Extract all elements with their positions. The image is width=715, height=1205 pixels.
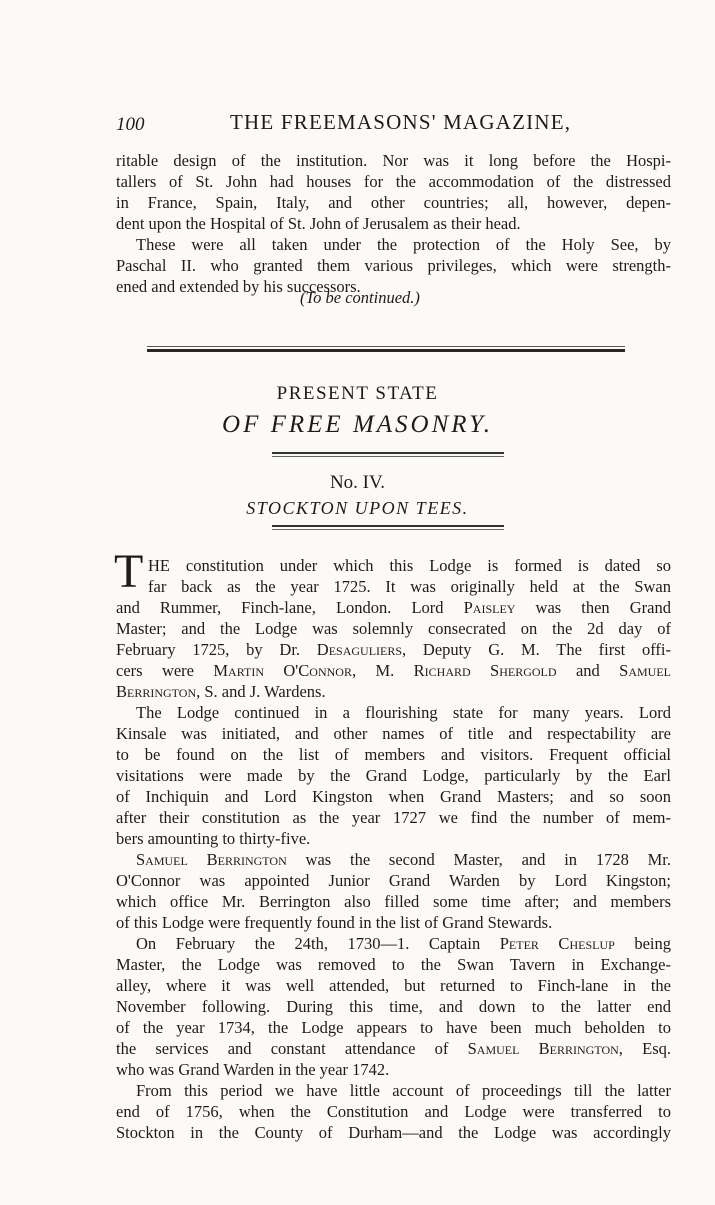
continued-note: (To be continued.) [300, 288, 420, 307]
text-run: On February the 24th, 1730—1. Captain [136, 934, 500, 953]
text-line: ened and extended by his successors. [116, 277, 361, 296]
page-header [116, 110, 676, 140]
subhead-rule [272, 525, 504, 527]
text-run: cers were [116, 661, 214, 680]
person-name: Paisley [463, 598, 516, 617]
text-line: bers amounting to thirty-five. [116, 829, 311, 848]
text-line: ritable design of the institution. Nor was it long before the Hospi- [116, 151, 671, 170]
text-run: , Deputy G. M. The first offi- [402, 640, 671, 659]
text-line: tallers of St. John had houses for the accommodation of the distressed [116, 172, 671, 191]
person-name: Richard Shergold [413, 661, 557, 680]
text-line [116, 933, 671, 954]
text-line [116, 597, 671, 618]
text-line: Kinsale was initiated, and other names of title and respectability are [116, 724, 671, 743]
text-run: , S. and J. Wardens. [196, 682, 326, 701]
text-line: Master, the Lodge was removed to the Swan Tavern in Exchange- [116, 955, 671, 974]
text-run: the services and constant attendance of [116, 1039, 468, 1058]
article-heading: PRESENT STATE [276, 383, 439, 404]
text-line: far back as the year 1725. It was originally held at the Swan [148, 577, 671, 596]
person-name: Samuel Berrington [467, 1039, 619, 1058]
text-run: , Esq. [618, 1039, 672, 1058]
text-line: after their constitution as the year 1727 we find the number of mem- [116, 808, 671, 827]
paragraph-4 [116, 933, 671, 1080]
person-name: Berrington [116, 682, 197, 701]
intro-paragraph [116, 150, 671, 234]
text-line: to be found on the list of members and visitors. Frequent official [116, 745, 671, 764]
text-line: of the year 1734, the Lodge appears to have been much beholden to [116, 1018, 671, 1037]
text-line: Master; and the Lodge was solemnly consecrated on the 2d day of [116, 619, 671, 638]
paragraph-2 [116, 702, 671, 849]
running-title: THE FREEMASONS' MAGAZINE, [230, 110, 572, 134]
text-line [116, 639, 671, 660]
text-line [116, 660, 671, 681]
text-line [116, 681, 671, 702]
article-title: OF FREE MASONRY. [222, 411, 493, 438]
text-line [116, 1038, 671, 1059]
paragraph-3 [116, 849, 671, 933]
text-line: visitations were made by the Grand Lodge, particularly by the Earl [116, 766, 671, 785]
text-line: From this period we have little account of proceedings till the latter [136, 1081, 671, 1100]
text-run: , M. [351, 661, 414, 680]
text-run: and Rummer, Finch-lane, London. Lord [116, 598, 464, 617]
text-run: February 1725, by Dr. [116, 640, 317, 659]
page-number: 100 [116, 114, 145, 135]
title-rule [272, 452, 504, 454]
section-divider [147, 349, 625, 352]
person-name: Peter Cheslup [499, 934, 615, 953]
text-run: was the second Master, and in 1728 Mr. [286, 850, 671, 869]
text-line: The Lodge continued in a flourishing state for many years. Lord [136, 703, 671, 722]
text-line: of Inchiquin and Lord Kingston when Grand Masters; and so soon [116, 787, 671, 806]
text-line: These were all taken under the protection of the Holy See, by [136, 235, 671, 254]
text-line: which office Mr. Berrington also filled some time after; and members [116, 892, 671, 911]
text-line [116, 849, 671, 870]
person-name: Martin O'Connor [213, 661, 352, 680]
text-line: who was Grand Warden in the year 1742. [116, 1060, 390, 1079]
person-name: Samuel Berrington [136, 850, 287, 869]
text-line: alley, where it was well attended, but returned to Finch-lane in the [116, 976, 671, 995]
person-name: Desaguliers [316, 640, 403, 659]
text-run: being [614, 934, 671, 953]
subhead-rule-thin [272, 529, 504, 530]
article-subhead: STOCKTON UPON TEES. [246, 498, 469, 518]
text-line: of this Lodge were frequently found in the list of Grand Stewards. [116, 913, 553, 932]
text-run: and [556, 661, 620, 680]
text-line: November following. During this time, and down to the latter end [116, 997, 671, 1016]
text-run: was then Grand [515, 598, 671, 617]
text-line: HE constitution under which this Lodge is formed is dated so [148, 556, 671, 575]
text-line: dent upon the Hospital of St. John of Jerusalem as their head. [116, 214, 521, 233]
title-rule-thin [272, 456, 504, 457]
drop-cap: T [114, 545, 144, 598]
paragraph-5 [116, 1080, 671, 1143]
text-line: Stockton in the County of Durham—and the Lodge was accordingly [116, 1123, 671, 1142]
text-line: in France, Spain, Italy, and other countries; all, however, depen- [116, 193, 671, 212]
section-divider-thin [147, 346, 625, 347]
text-line: Paschal II. who granted them various privileges, which were strength- [116, 256, 671, 275]
article-number: No. IV. [329, 472, 386, 493]
paragraph-1 [116, 555, 671, 702]
text-line: end of 1756, when the Constitution and Lodge were transferred to [116, 1102, 671, 1121]
text-line: O'Connor was appointed Junior Grand Warden by Lord Kingston; [116, 871, 671, 890]
person-name: Samuel [619, 661, 671, 680]
